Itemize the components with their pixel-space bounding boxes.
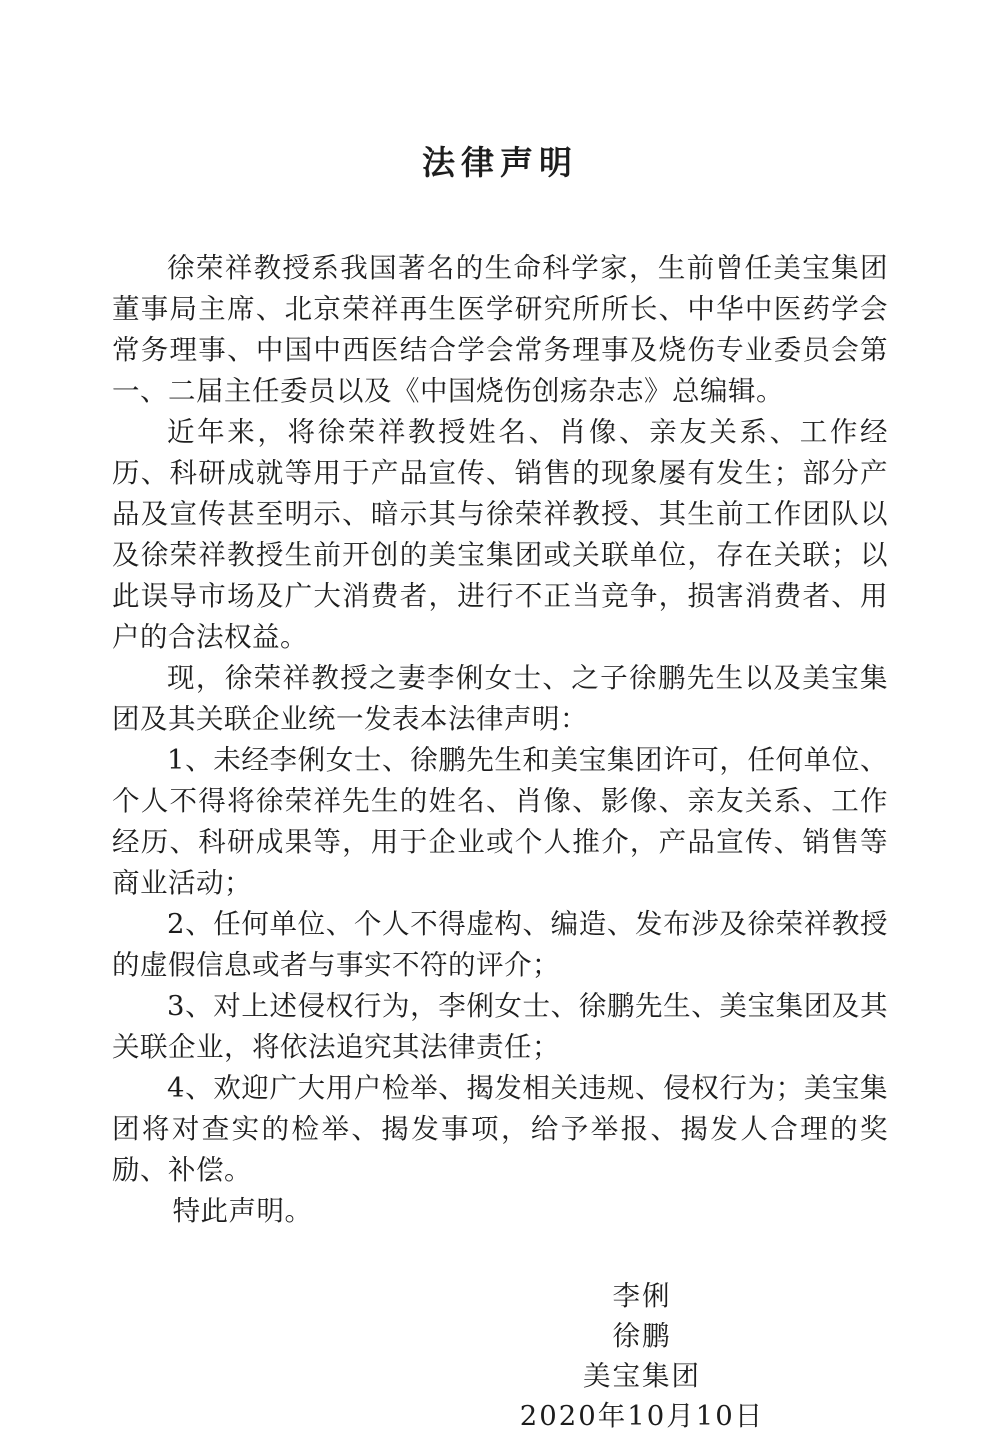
statement-item-4: 4、欢迎广大用户检举、揭发相关违规、侵权行为；美宝集团将对查实的检举、揭发事项，给予举报、揭发人合理的奖励、补偿。 — [112, 1072, 888, 1186]
statement-item-2: 2、任何单位、个人不得虚构、编造、发布涉及徐荣祥教授的虚假信息或者与事实不符的评介； — [112, 908, 888, 981]
statement-item-1: 1、未经李俐女士、徐鹏先生和美宝集团许可，任何单位、个人不得将徐荣祥先生的姓名、肖像、影像、亲友关系、工作经历、科研成果等，用于企业或个人推介，产品宣传、销售等商业活动； — [112, 744, 888, 899]
document-title: 法律声明 — [422, 143, 578, 182]
signature-xu-peng: 徐鹏 — [612, 1320, 672, 1352]
paragraph-declaration-lead: 现，徐荣祥教授之妻李俐女士、之子徐鹏先生以及美宝集团及其关联企业统一发表本法律声明： — [112, 662, 888, 735]
closing-line: 特此声明。 — [172, 1195, 313, 1227]
signature-block — [392, 1276, 892, 1436]
paragraph-background: 近年来，将徐荣祥教授姓名、肖像、亲友关系、工作经历、科研成就等用于产品宣传、销售的现象屡有发生；部分产品及宣传甚至明示、暗示其与徐荣祥教授、其生前工作团队以及徐荣祥教授生前开创的美宝集团或关联单位，存在关联；以此误导市场及广大消费者，进行不正当竞争，损害消费者、用户的合法权益。 — [112, 416, 888, 653]
paragraph-intro: 徐荣祥教授系我国著名的生命科学家，生前曾任美宝集团董事局主席、北京荣祥再生医学研究所所长、中华中医药学会常务理事、中国中西医结合学会常务理事及烧伤专业委员会第一、二届主任委员以及《中国烧伤创疡杂志》总编辑。 — [112, 252, 888, 407]
signature-date: 2020年10月10日 — [519, 1400, 765, 1432]
signature-li-li: 李俐 — [612, 1280, 672, 1312]
signature-meibao-group: 美宝集团 — [583, 1360, 701, 1392]
statement-item-3: 3、对上述侵权行为，李俐女士、徐鹏先生、美宝集团及其关联企业，将依法追究其法律责任； — [112, 990, 888, 1063]
document-body — [112, 248, 888, 1232]
